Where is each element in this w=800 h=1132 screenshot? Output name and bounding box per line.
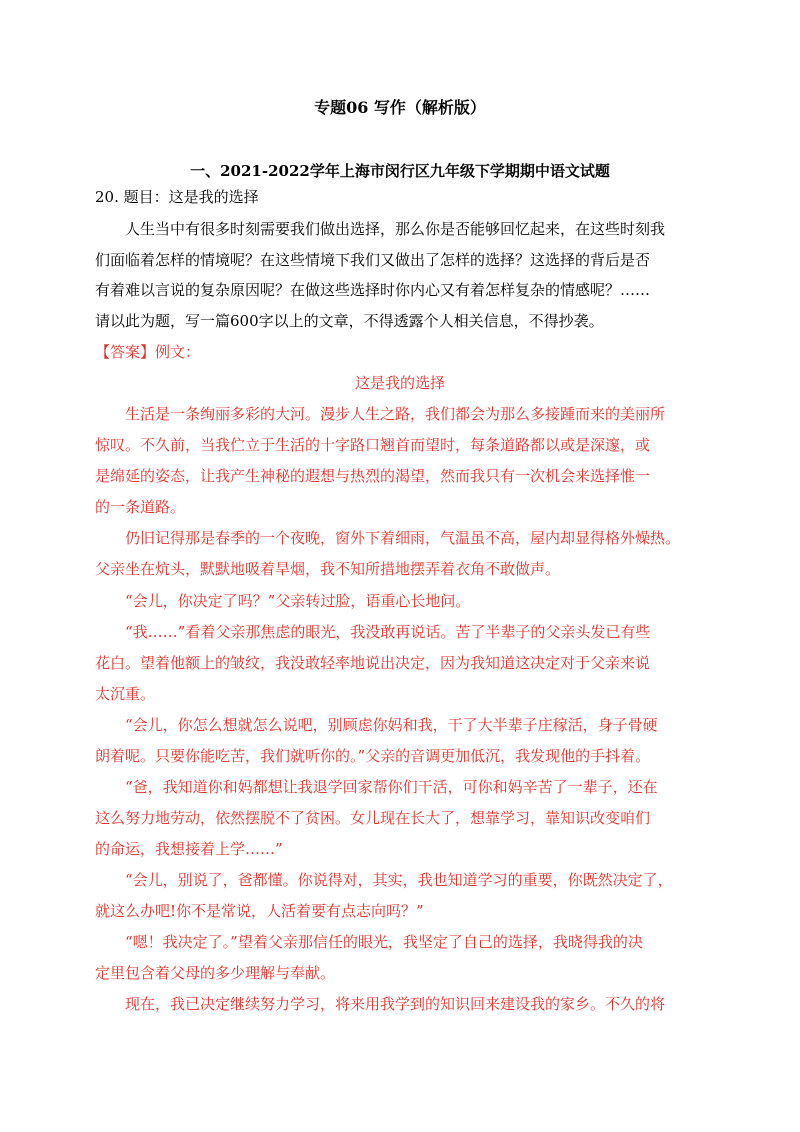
answer-label: 【答案】例文：: [95, 343, 201, 361]
essay-title: 这是我的选择: [354, 374, 445, 392]
essay-line: “爸，我知道你和妈都想让我退学回家帮你们干活，可你和妈辛苦了一辈子，还在: [125, 778, 658, 796]
document-title: 专题06 写作（解析版）: [314, 98, 486, 117]
question-number: 20. 题目：这是我的选择: [95, 188, 259, 206]
prompt-line: 请以此为题，写一篇600字以上的文章，不得透露个人相关信息，不得抄袭。: [95, 312, 604, 330]
prompt-line: 们面临着怎样的情境呢？在这些情境下我们又做出了怎样的选择？这选择的背后是否: [95, 251, 651, 269]
essay-line: 是绵延的姿态，让我产生神秘的遐想与热烈的渴望，然而我只有一次机会来选择惟一: [95, 467, 651, 485]
essay-line: 现在，我已决定继续努力学习，将来用我学到的知识回来建设我的家乡。不久的将: [125, 995, 666, 1013]
essay-line: “我……”看着父亲那焦虑的眼光，我没敢再说话。苦了半辈子的父亲头发已有些: [125, 623, 651, 641]
prompt-line: 有着难以言说的复杂原因呢？在做这些选择时你内心又有着怎样复杂的情感呢？……: [95, 281, 651, 299]
essay-line: “会儿，你决定了吗？”父亲转过脸，语重心长地问。: [125, 592, 471, 610]
essay-line: “会儿，你怎么想就怎么说吧，别顾虑你妈和我，干了大半辈子庄稼活，身子骨硬: [125, 716, 658, 734]
essay-line: 这么努力地劳动，依然摆脱不了贫困。女儿现在长大了，想靠学习，靠知识改变咱们: [95, 809, 651, 827]
essay-line: 定里包含着父母的多少理解与奉献。: [95, 964, 336, 982]
prompt-line: 人生当中有很多时刻需要我们做出选择，那么你是否能够回忆起来，在这些时刻我: [125, 220, 666, 238]
essay-line: 花白。望着他额上的皱纹，我没敢轻率地说出决定，因为我知道这决定对于父亲来说: [95, 654, 651, 672]
essay-line: 就这么办吧!你不是常说，人活着要有点志向吗？”: [95, 902, 424, 920]
essay-line: 生活是一条绚丽多彩的大河。漫步人生之路，我们都会为那么多接踵而来的美丽所: [125, 405, 666, 423]
section-heading: 一、2021-2022学年上海市闵行区九年级下学期期中语文试题: [190, 162, 610, 180]
essay-line: “会儿，别说了，爸都懂。你说得对，其实，我也知道学习的重要，你既然决定了，: [125, 871, 673, 889]
essay-line: 的一条道路。: [95, 498, 186, 516]
essay-line: “嗯！我决定了。”望着父亲那信任的眼光，我坚定了自己的选择，我晓得我的决: [125, 933, 643, 951]
essay-line: 的命运，我想接着上学……”: [95, 840, 283, 858]
essay-line: 朗着呢。只要你能吃苦，我们就听你的。”父亲的音调更加低沉，我发现他的手抖着。: [95, 747, 651, 765]
essay-line: 仍旧记得那是春季的一个夜晚，窗外下着细雨，气温虽不高，屋内却显得格外燥热。: [125, 529, 681, 547]
essay-line: 惊叹。不久前，当我伫立于生活的十字路口翘首而望时，每条道路都以或是深邃，或: [95, 436, 651, 454]
essay-line: 父亲坐在炕头，默默地吸着旱烟，我不知所措地摆弄着衣角不敢做声。: [95, 560, 561, 578]
essay-line: 太沉重。: [95, 685, 156, 703]
